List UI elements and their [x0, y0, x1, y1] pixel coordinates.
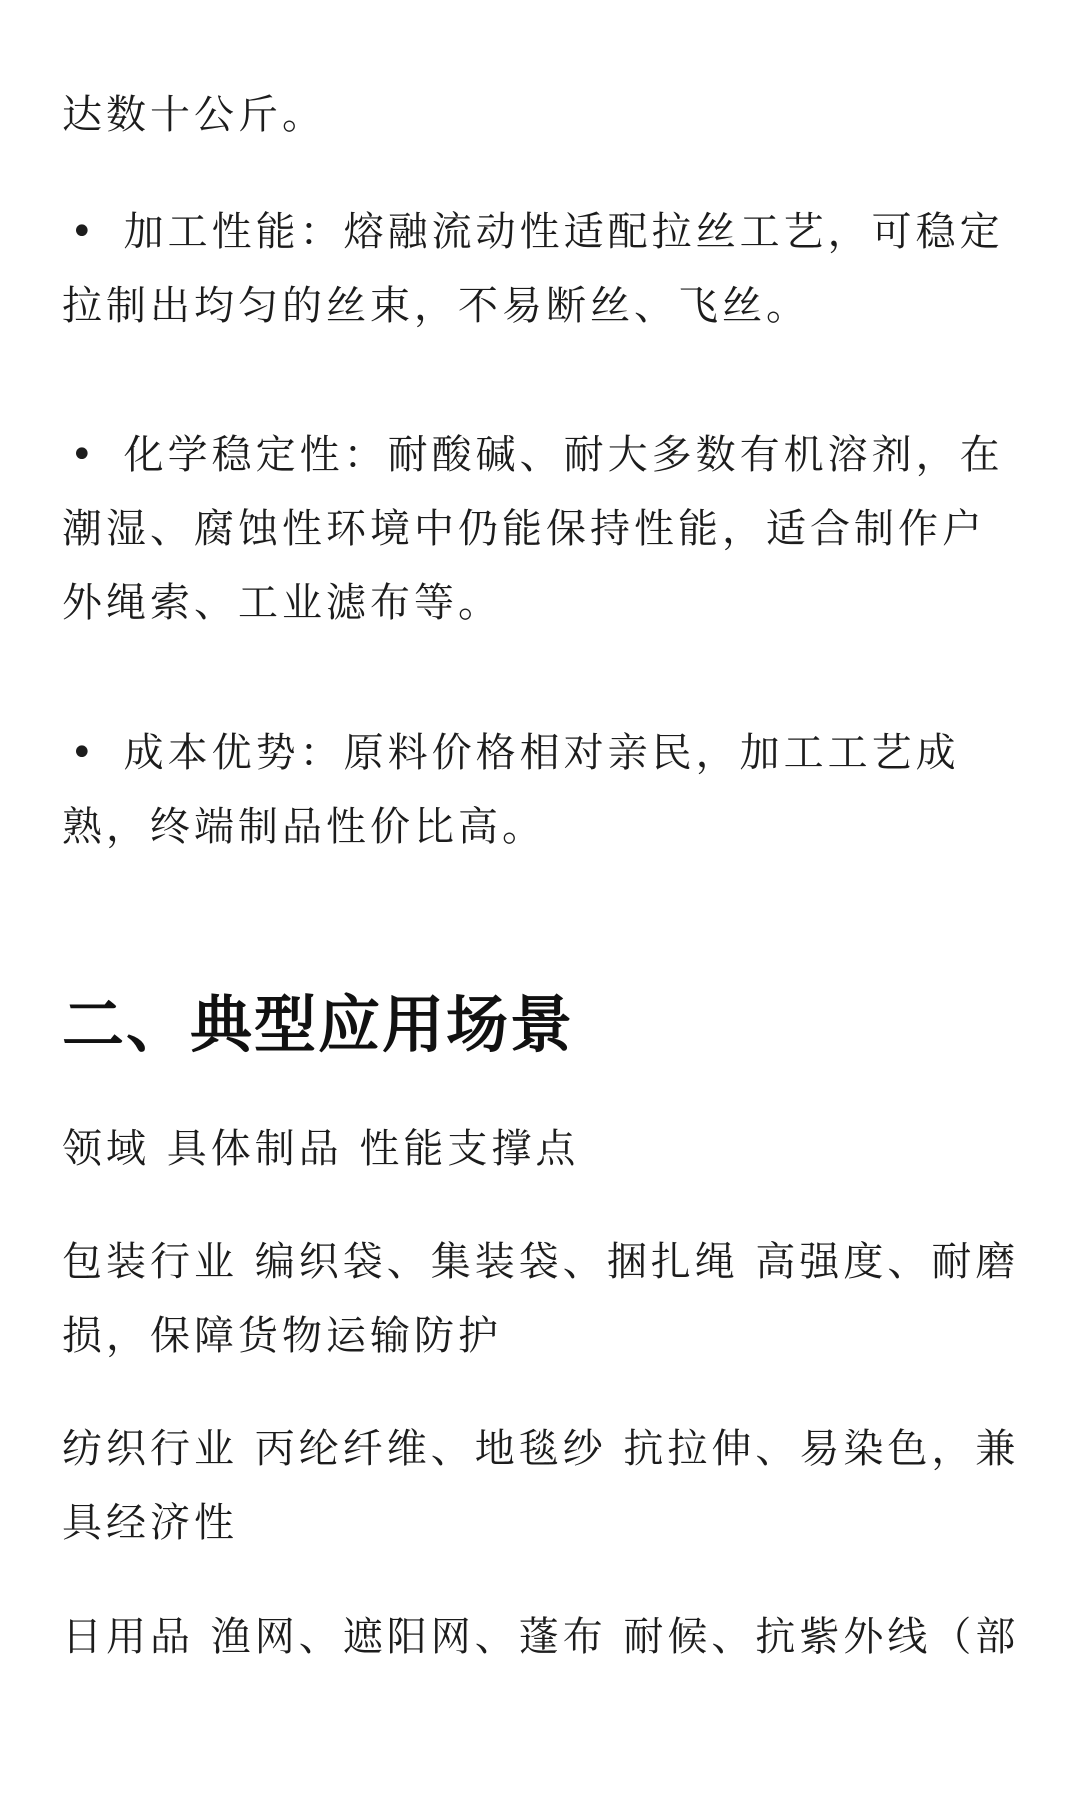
- bullet-text-chemical: 化学稳定性：耐酸碱、耐大多数有机溶剂，在潮湿、腐蚀性环境中仍能保持性能，适合制作户外绳索、工业滤布等。: [62, 432, 1004, 626]
- table-row: 包装行业 编织袋、集装袋、捆扎绳 高强度、耐磨损，保障货物运输防护: [62, 1239, 1020, 1359]
- bullet-item-processing: [62, 195, 1022, 343]
- bullet-marker: •: [70, 432, 98, 478]
- paragraph-intro-tail: 达数十公斤。: [62, 92, 326, 138]
- section-heading: 二、典型应用场景: [62, 988, 575, 1061]
- table-row: 日用品 渔网、遮阳网、蓬布 耐候、抗紫外线（部: [62, 1614, 1020, 1660]
- table-row: 纺织行业 丙纶纤维、地毯纱 抗拉伸、易染色，兼具经济性: [62, 1426, 1020, 1546]
- table-header-line: 领域 具体制品 性能支撑点: [62, 1126, 580, 1172]
- bullet-item-cost: [62, 716, 1022, 864]
- bullet-marker: •: [70, 209, 98, 255]
- bullet-text-cost: 成本优势：原料价格相对亲民，加工工艺成熟，终端制品性价比高。: [62, 730, 960, 850]
- bullet-text-processing: 加工性能：熔融流动性适配拉丝工艺，可稳定拉制出均匀的丝束，不易断丝、飞丝。: [62, 209, 1004, 329]
- bullet-marker: •: [70, 730, 98, 776]
- bullet-item-chemical: [62, 418, 1022, 640]
